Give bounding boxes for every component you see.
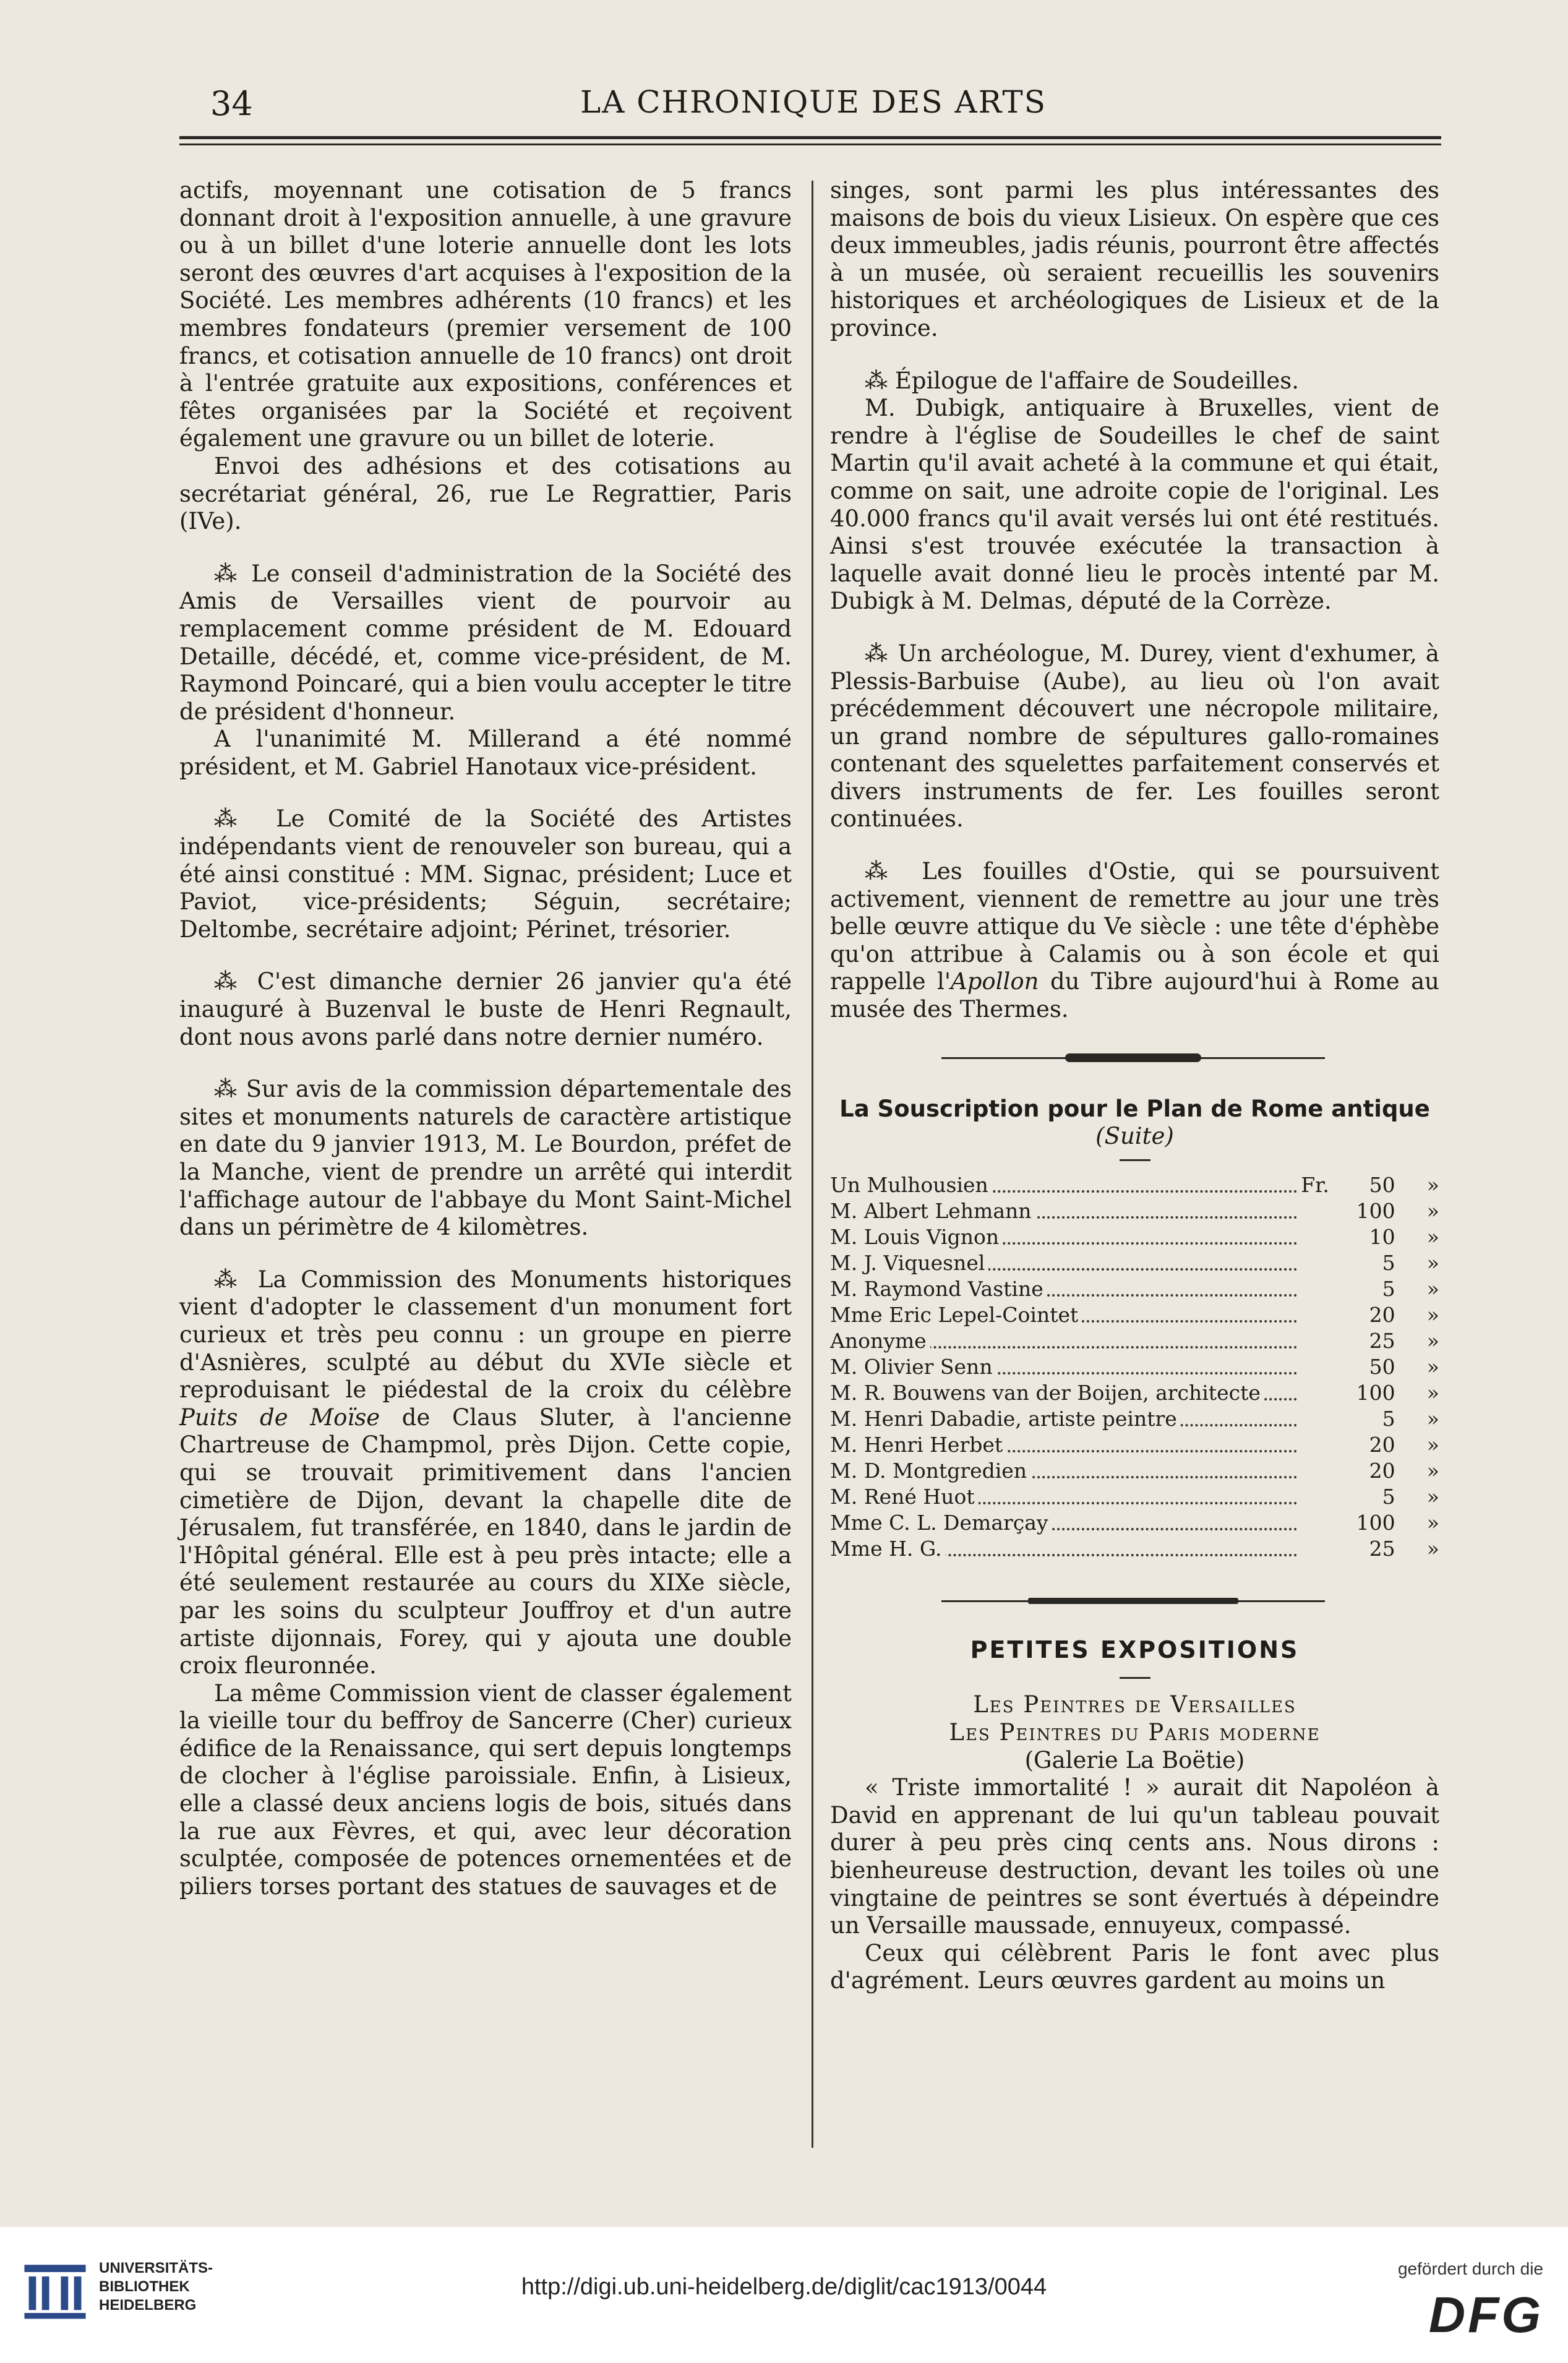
subscriber-cell [830, 1224, 1301, 1250]
ditto-mark: » [1426, 1198, 1439, 1223]
subscriber-cell [830, 1250, 1301, 1276]
amount: 20 [1369, 1302, 1395, 1327]
amount: 5 [1382, 1250, 1395, 1275]
amount: 20 [1369, 1432, 1395, 1457]
currency-unit [1301, 1432, 1329, 1458]
currency-unit [1301, 1198, 1329, 1224]
subscription-title: La Souscription pour le Plan de Rome antique [839, 1095, 1430, 1122]
subscriber-name: Un Mulhousien [830, 1173, 992, 1197]
subscription-row [830, 1536, 1439, 1562]
amount: 25 [1369, 1536, 1395, 1561]
currency-unit [1301, 1406, 1329, 1432]
subscription-row [830, 1328, 1439, 1354]
subscriber-cell [830, 1354, 1301, 1380]
subscription-subtitle: (Suite) [1095, 1123, 1174, 1150]
ditto-mark: » [1426, 1302, 1439, 1327]
paragraph: La même Commission vient de classer également la vieille tour du beffroy de Sancerre (Cher) curieux édifice de la Renaissance, qui sert depuis longtemps de clocher à l'église paroissiale. Enfin, à Lisieux, elle a classé deux anciens logis de bois, situés dans la rue aux Fèvres, et qui, avec leur décoration sculptée, composée de potences ornementées et de piliers torses portant des statues de sauvages et de [179, 1679, 792, 1900]
currency-unit [1301, 1250, 1329, 1276]
news-item: ⁂ Sur avis de la commission départementale des sites et monuments naturels de caractère artistique en date du 9 janvier 1913, M. Le Bourdon, préfet de la Manche, vient de prendre un arrêté qui interdit l'affichage autour de l'abbaye du Mont Saint-Michel dans un périmètre de 4 kilomètres. [179, 1076, 792, 1241]
amount: 25 [1369, 1328, 1395, 1353]
ditto-mark: » [1426, 1172, 1439, 1197]
news-item: ⁂ Un archéologue, M. Durey, vient d'exhumer, à Plessis-Barbuise (Aube), au lieu où l'on avait précédemment découvert une nécropole militaire, un grand nombre de sépultures gallo-romaines contenant des squelettes parfaitement conservés et divers instruments de fer. Les fouilles seront continuées. [830, 640, 1439, 833]
permalink[interactable]: http://digi.ub.uni-heidelberg.de/diglit/cac1913/0044 [521, 2274, 1047, 2300]
subscriber-name: M. R. Bouwens van der Boijen, architecte [830, 1381, 1264, 1405]
amount: 5 [1382, 1406, 1395, 1431]
header-rule [179, 136, 1441, 139]
left-column [179, 177, 792, 1900]
ditto-mark: » [1426, 1406, 1439, 1431]
subscriber-cell [830, 1276, 1301, 1302]
amount: 50 [1369, 1172, 1395, 1197]
ditto-mark: » [1426, 1510, 1439, 1535]
currency-unit [1301, 1354, 1329, 1380]
subscriber-cell [830, 1536, 1301, 1562]
ditto-mark: » [1426, 1354, 1439, 1379]
subscription-row [830, 1302, 1439, 1328]
subscriber-cell [830, 1484, 1301, 1510]
subscriber-name: M. René Huot [830, 1485, 979, 1509]
ditto-mark: » [1426, 1484, 1439, 1509]
subscription-row [830, 1432, 1439, 1458]
subscription-row [830, 1198, 1439, 1224]
subscriber-cell [830, 1328, 1301, 1354]
subscriber-name: Mme H. G. [830, 1537, 946, 1561]
ditto-mark: » [1426, 1536, 1439, 1561]
currency-unit [1301, 1458, 1329, 1484]
paragraph: « Triste immortalité ! » aurait dit Napoléon à David en apprenant de lui qu'un tableau pouvait durer à peu près cinq cents ans. Nous dirons : bienheureuse destruction, devant les toiles où une vingtaine de peintres se sont évertués à dépeindre un Versaille maussade, ennuyeux, compassé. [830, 1774, 1439, 1939]
subscriber-name: M. D. Montgredien [830, 1459, 1030, 1483]
news-item: ⁂ Le Comité de la Société des Artistes indépendants vient de renouveler son bureau, qui a été ainsi constitué : MM. Signac, président; Luce et Paviot, vice-présidents; Séguin, secrétaire; Deltombe, secrétaire adjoint; Périnet, trésorier. [179, 805, 792, 943]
news-item [830, 858, 1439, 1024]
short-rule [1120, 1159, 1150, 1161]
text-run: de Claus Sluter, à l'ancienne Chartreuse de Champmol, près Dijon. Cette copie, qui se trouvait primitivement dans l'ancien cimetière de Dijon, devant la chapelle dite de Jérusalem, fut transférée, en 1840, dans le jardin de l'Hôpital général. Elle est à peu près intacte; elle a été seulement restaurée au cours du XIXe siècle, par les soins du sculpteur Jouffroy et d'un autre artiste dijonnais, Forey, qui y ajouta une double croix fleuronnée. [179, 1404, 792, 1679]
short-rule [1120, 1677, 1150, 1679]
text-run: du Tibre aujourd'hui à Rome au musée des Thermes. [830, 968, 1440, 1023]
ditto-mark: » [1426, 1224, 1439, 1249]
subscription-row [830, 1406, 1439, 1432]
paragraph: A l'unanimité M. Millerand a été nommé président, et M. Gabriel Hanotaux vice-président. [179, 726, 792, 780]
currency-unit [1301, 1302, 1329, 1328]
paragraph: M. Dubigk, antiquaire à Bruxelles, vient de rendre à l'église de Soudeilles le chef de saint Martin qu'il avait acheté à la commune et qui était, comme on sait, une adroite copie de l'original. Les 40.000 francs qu'il avait versés lui ont été restitués. Ainsi s'est trouvée exécutée la transaction à laquelle avait donné lieu le procès intenté par M. Dubigk à M. Delmas, député de la Corrèze. [830, 395, 1439, 615]
subscriber-name: M. Raymond Vastine [830, 1277, 1047, 1301]
ornament-divider [830, 1583, 1439, 1620]
amount: 20 [1369, 1458, 1395, 1483]
right-column [830, 177, 1439, 1995]
italic-title: Puits de Moïse [179, 1404, 380, 1431]
funding-note: gefördert durch die [1397, 2259, 1543, 2278]
exhibition-heading: Les Peintres de Versailles [973, 1691, 1296, 1718]
amount: 10 [1369, 1224, 1395, 1249]
amount: 5 [1382, 1276, 1395, 1301]
currency-unit [1301, 1484, 1329, 1510]
library-name-line: HEIDELBERG [99, 2297, 197, 2314]
amount: 100 [1356, 1380, 1395, 1405]
ditto-mark: » [1426, 1276, 1439, 1301]
text-run: ⁂ Les fouilles d'Ostie, qui se poursuivent activement, viennent de remettre au jour une très belle œuvre attique du Ve siècle : une tête d'éphèbe qu'on attribue à Calamis ou à son école et qui rappelle l' [830, 858, 1439, 995]
subscription-row [830, 1250, 1439, 1276]
currency-unit [1301, 1510, 1329, 1536]
subscriber-name: M. J. Viquesnel [830, 1251, 988, 1275]
ditto-mark: » [1426, 1380, 1439, 1405]
subscription-row [830, 1484, 1439, 1510]
news-item [179, 1266, 792, 1680]
ditto-mark: » [1426, 1328, 1439, 1353]
subscriber-name: M. Louis Vignon [830, 1225, 1003, 1249]
subscription-row [830, 1276, 1439, 1302]
currency-unit [1301, 1328, 1329, 1354]
subscriber-name: M. Olivier Senn [830, 1355, 996, 1379]
subscriber-cell [830, 1406, 1301, 1432]
news-item: ⁂ Épilogue de l'affaire de Soudeilles. [865, 367, 1300, 394]
subscription-row [830, 1380, 1439, 1406]
subscriber-name: M. Albert Lehmann [830, 1199, 1035, 1223]
subscriber-cell [830, 1380, 1301, 1406]
ornament-divider [830, 1040, 1439, 1077]
paragraph: singes, sont parmi les plus intéressantes des maisons de bois du vieux Lisieux. On espère que ces deux immeubles, jadis réunis, pourront être affectés à un musée, où seraient recueillis les souvenirs historiques et archéologiques de Lisieux et de la province. [830, 177, 1439, 341]
subscriber-name: Anonyme [830, 1329, 930, 1353]
subscriber-cell [830, 1458, 1301, 1484]
subscriber-name: Mme Eric Lepel-Cointet [830, 1303, 1082, 1327]
news-item: ⁂ C'est dimanche dernier 26 janvier qu'a été inauguré à Buzenval le buste de Henri Regnault, dont nous avons parlé dans notre dernier numéro. [179, 968, 792, 1050]
section-title: PETITES EXPOSITIONS [970, 1636, 1300, 1663]
dfg-logo: DFG [1428, 2287, 1543, 2343]
currency-unit: Fr. [1301, 1172, 1329, 1197]
italic-title: Apollon [951, 968, 1039, 995]
subscription-row [830, 1510, 1439, 1536]
news-item: ⁂ Le conseil d'administration de la Société des Amis de Versailles vient de pourvoir au remplacement comme président de M. Edouard Detaille, décédé, et, comme vice-président, de M. Raymond Poincaré, qui a bien voulu accepter le titre de président d'honneur. [179, 560, 792, 725]
currency-unit [1301, 1380, 1329, 1406]
header-rule-thin [179, 144, 1441, 145]
currency-unit [1301, 1536, 1329, 1562]
page-number: 34 [210, 84, 253, 123]
column-separator [812, 181, 813, 2148]
running-header [179, 79, 1447, 129]
amount: 5 [1382, 1484, 1395, 1509]
amount: 100 [1356, 1510, 1395, 1535]
subscriber-cell [830, 1510, 1301, 1536]
journal-title: LA CHRONIQUE DES ARTS [580, 84, 1047, 120]
subscriber-name: M. Henri Herbet [830, 1433, 1006, 1457]
amount: 50 [1369, 1354, 1395, 1379]
subscription-row [830, 1172, 1439, 1198]
subscription-row [830, 1458, 1439, 1484]
currency-unit [1301, 1224, 1329, 1250]
paragraph: Envoi des adhésions et des cotisations au secrétariat général, 26, rue Le Regrattier, Paris (IVe). [179, 452, 792, 535]
subscriber-name: Mme C. L. Demarçay [830, 1511, 1052, 1535]
currency-unit [1301, 1276, 1329, 1302]
ornament-flourish [1028, 1598, 1238, 1604]
subscriber-cell [830, 1302, 1301, 1328]
digitization-footer [0, 2227, 1568, 2363]
ditto-mark: » [1426, 1458, 1439, 1483]
subscriber-cell [830, 1198, 1301, 1224]
ditto-mark: » [1426, 1250, 1439, 1275]
library-name-line: UNIVERSITÄTS- [99, 2260, 213, 2276]
paragraph: Ceux qui célèbrent Paris le font avec plus d'agrément. Leurs œuvres gardent au moins un [830, 1939, 1439, 1994]
ornament-flourish [1065, 1053, 1201, 1062]
text-run: ⁂ La Commission des Monuments historiques vient d'adopter le classement d'un monument fort curieux et très peu connu : un groupe en pierre d'Asnières, sculpté au début du XVIe siècle et reproduisant le piédestal de la croix du célèbre [179, 1266, 792, 1404]
ditto-mark: » [1426, 1432, 1439, 1457]
subscription-list [830, 1172, 1439, 1562]
amount: 100 [1356, 1198, 1395, 1223]
subscription-row [830, 1354, 1439, 1380]
exhibition-heading: Les Peintres du Paris moderne [949, 1719, 1321, 1746]
subscriber-cell [830, 1432, 1301, 1458]
paragraph: actifs, moyennant une cotisation de 5 francs donnant droit à l'exposition annuelle, à une gravure ou à un billet d'une loterie annuelle dont les lots seront des œuvres d'art acquises à l'exposition de la Société. Les membres adhérents (10 francs) et les membres fondateurs (premier versement de 100 francs, et cotisation annuelle de 10 francs) ont droit à l'entrée gratuite aux expositions, conférences et fêtes organisées par la Société et reçoivent également une gravure ou un billet de loterie. [179, 177, 792, 452]
subscriber-cell [830, 1172, 1301, 1198]
subscription-row [830, 1224, 1439, 1250]
exhibition-venue: (Galerie La Boëtie) [1024, 1746, 1245, 1773]
subscriber-name: M. Henri Dabadie, artiste peintre [830, 1407, 1181, 1431]
library-name-line: BIBLIOTHEK [99, 2278, 190, 2295]
